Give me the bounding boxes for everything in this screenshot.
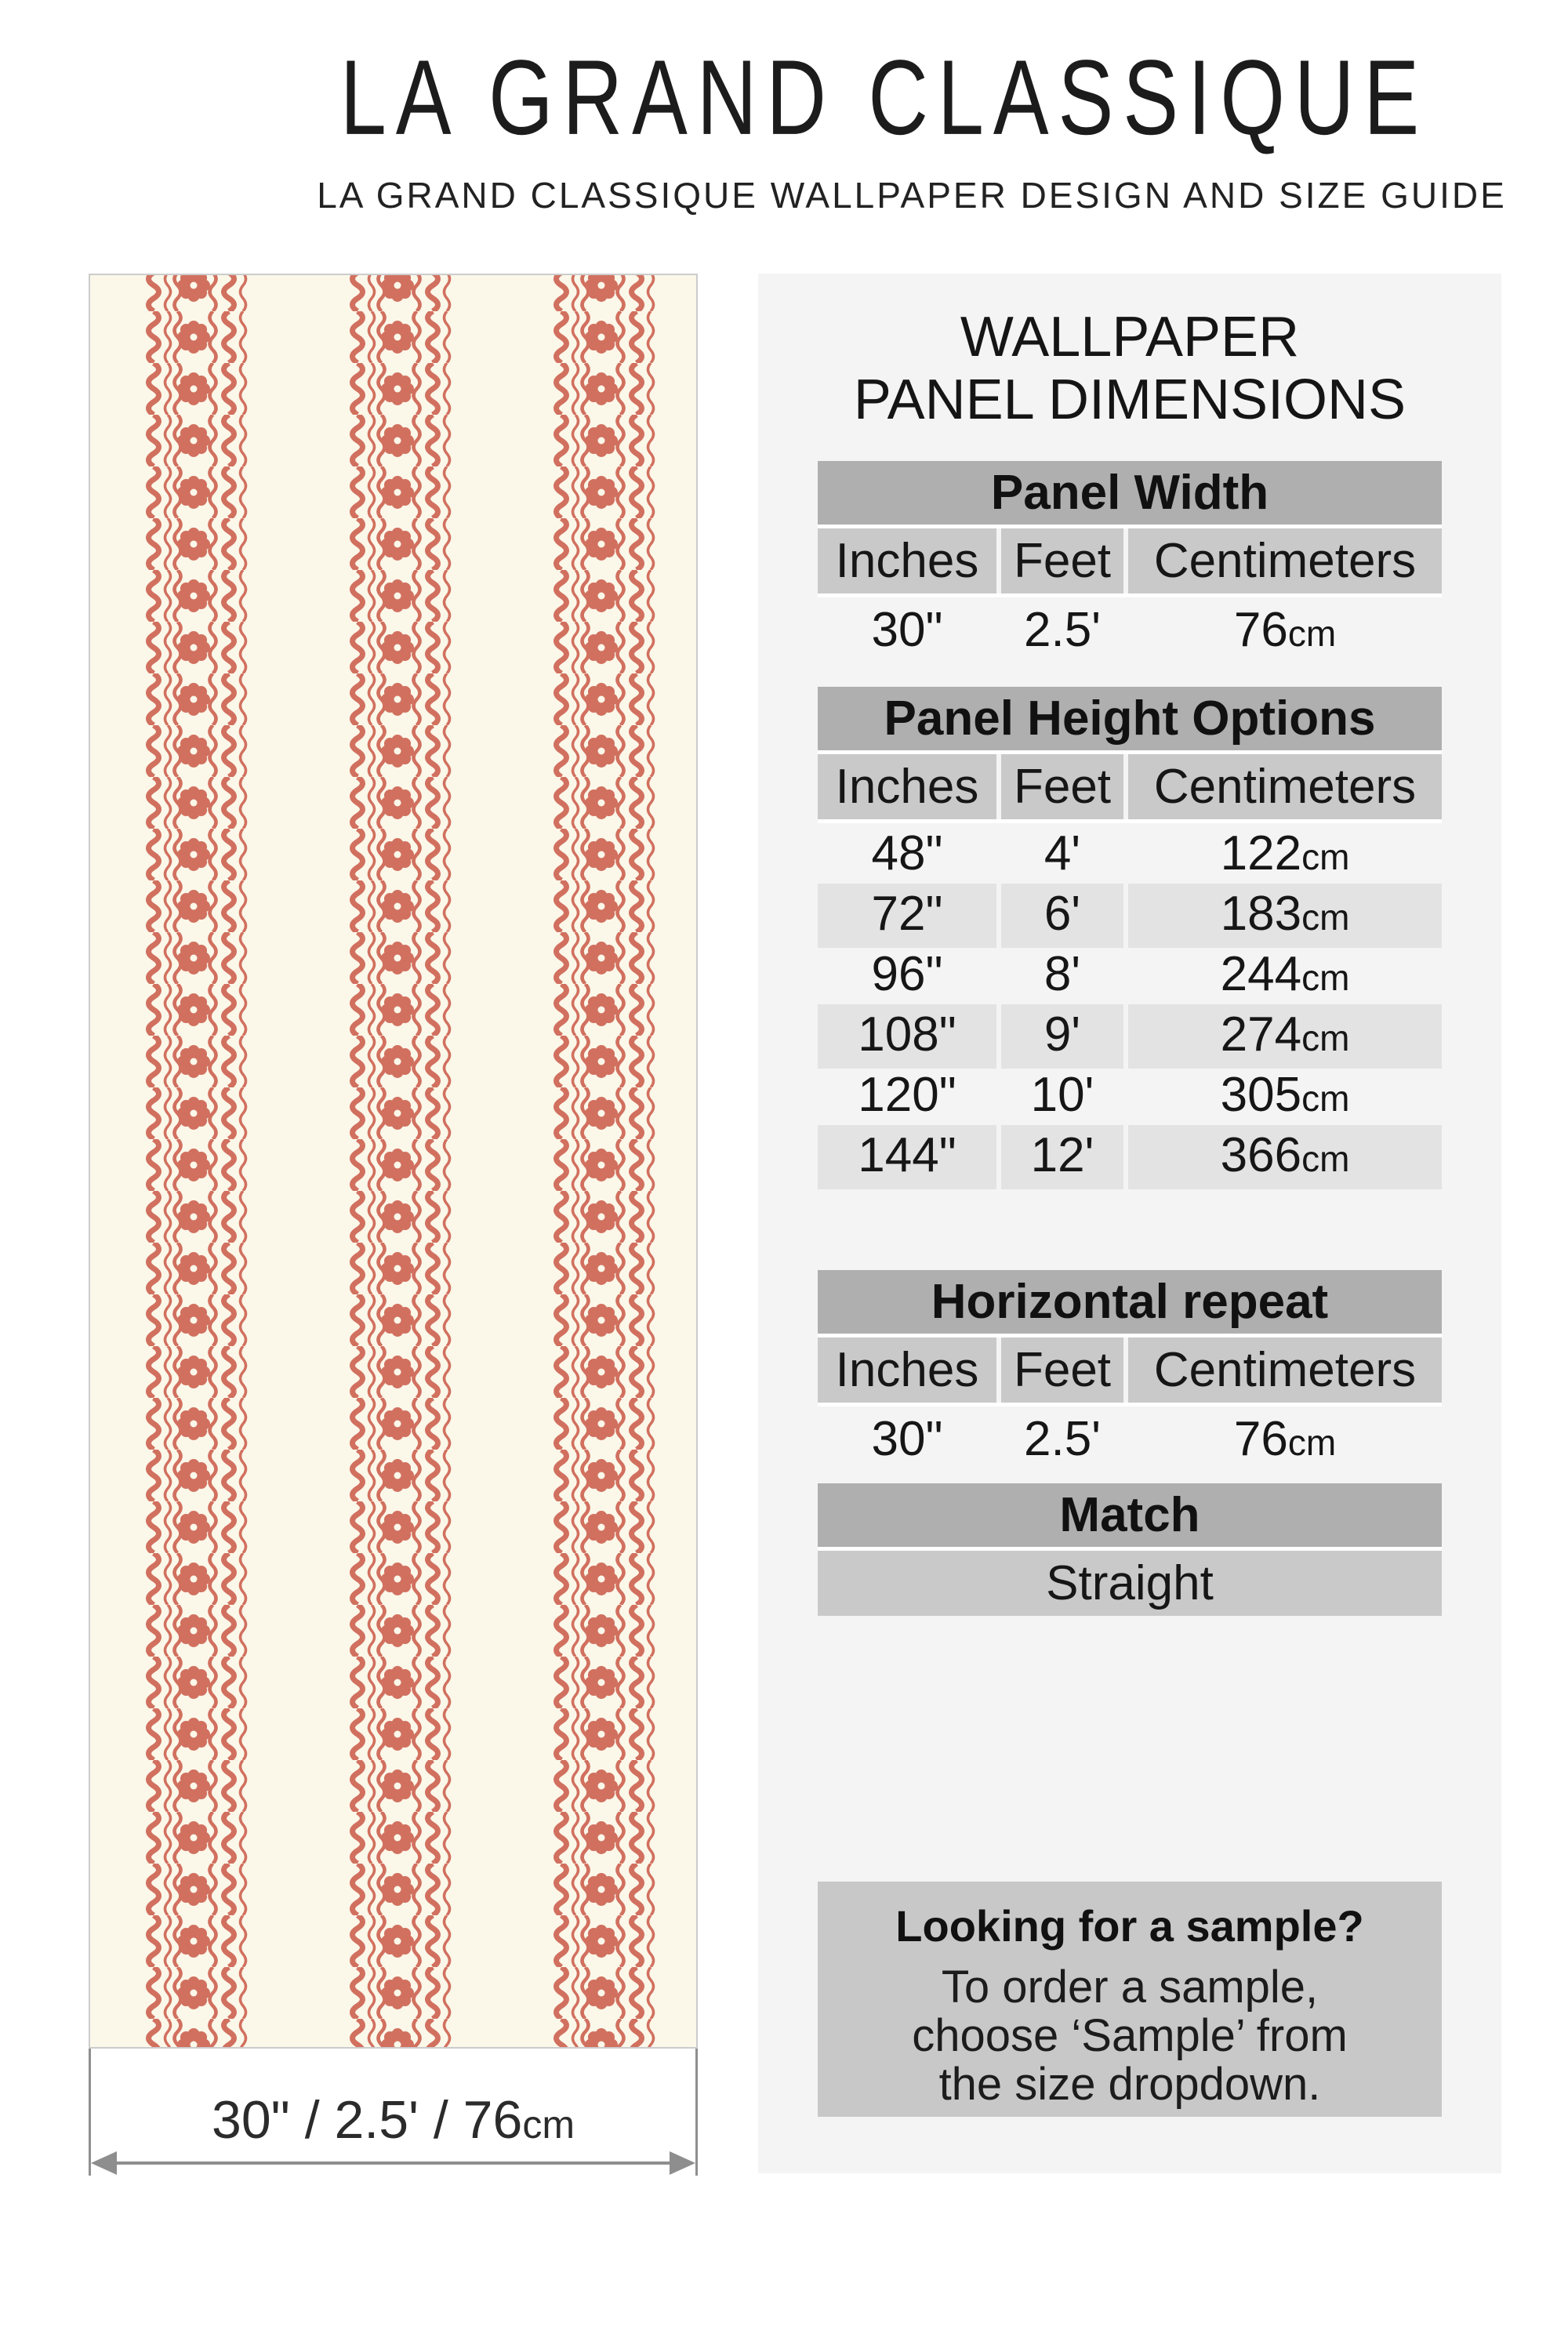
column-heading	[818, 306, 1442, 431]
horizontal-repeat-table-title: Horizontal repeat	[818, 1270, 1442, 1338]
feet-value: 4'	[1044, 826, 1081, 880]
panel-pattern-fill	[90, 275, 696, 2047]
table-row	[818, 597, 1442, 662]
wallpaper-panel-preview	[89, 274, 698, 2049]
column-header-centimeters: Centimeters	[1128, 528, 1442, 593]
horizontal-repeat-table	[818, 1270, 1442, 1472]
cm-unit: cm	[1301, 837, 1350, 877]
cm-number: 76	[1233, 1412, 1288, 1466]
dimension-label-unit: cm	[522, 2103, 575, 2147]
cm-unit: cm	[1301, 897, 1350, 938]
panel-height-table-title: Panel Height Options	[818, 687, 1442, 754]
inches-value: 108"	[818, 1004, 996, 1069]
centimeters-value	[1128, 944, 1442, 1008]
feet-value: 10'	[1030, 1068, 1094, 1122]
inches-value: 48"	[871, 826, 943, 880]
sample-box-line: choose ‘Sample’ from	[912, 2010, 1348, 2061]
feet-value: 9'	[1001, 1004, 1123, 1069]
column-header-inches: Inches	[818, 1338, 996, 1403]
centimeters-value	[1128, 1065, 1442, 1129]
table-row	[818, 1125, 1442, 1185]
match-table-title: Match	[818, 1483, 1442, 1551]
column-header-inches: Inches	[818, 754, 996, 819]
cm-unit: cm	[1301, 1138, 1350, 1179]
dimension-label-value: 30" / 2.5' / 76	[212, 2090, 523, 2150]
feet-value: 6'	[1001, 884, 1123, 948]
panel-height-column-headers	[818, 754, 1442, 823]
table-row	[818, 1065, 1442, 1125]
inches-value: 30"	[871, 603, 943, 657]
column-heading-line1: WALLPAPER	[960, 306, 1300, 368]
cm-unit: cm	[1287, 1422, 1337, 1463]
centimeters-value	[1128, 823, 1442, 887]
cm-number: 244	[1220, 947, 1302, 1001]
inches-value: 120"	[858, 1068, 956, 1122]
table-row	[818, 1004, 1442, 1065]
table-row	[818, 884, 1442, 944]
centimeters-value	[1128, 884, 1442, 948]
cm-number: 274	[1220, 1007, 1302, 1062]
wallpaper-pattern-image	[90, 275, 696, 2047]
sample-box-title: Looking for a sample?	[895, 1901, 1364, 1951]
sample-info-box	[818, 1882, 1442, 2117]
cm-number: 305	[1220, 1068, 1302, 1122]
match-value: Straight	[818, 1551, 1442, 1616]
centimeters-value	[1128, 1406, 1442, 1475]
brand-title: LA GRAND CLASSIQUE	[339, 38, 1429, 158]
feet-value: 2.5'	[1023, 603, 1102, 657]
cm-number: 76	[1233, 603, 1288, 657]
arrowhead-right-icon	[670, 2151, 695, 2175]
cm-unit: cm	[1301, 1018, 1350, 1058]
column-header-inches: Inches	[818, 528, 996, 593]
feet-value: 12'	[1001, 1125, 1123, 1189]
arrowhead-left-icon	[91, 2151, 117, 2175]
cm-unit: cm	[1301, 957, 1350, 998]
dimensions-info-column	[758, 274, 1501, 2173]
cm-number: 183	[1220, 887, 1302, 941]
width-dimension-arrow	[89, 2150, 698, 2176]
inches-value: 144"	[818, 1125, 996, 1189]
column-header-feet: Feet	[1001, 1338, 1123, 1403]
panel-width-column-headers	[818, 528, 1442, 597]
centimeters-value	[1128, 1004, 1442, 1069]
table-row	[818, 1406, 1442, 1472]
column-heading-line2: PANEL DIMENSIONS	[853, 368, 1406, 431]
centimeters-value	[1128, 1125, 1442, 1189]
column-header-feet: Feet	[1001, 754, 1123, 819]
cm-number: 122	[1220, 826, 1302, 880]
sample-box-line: To order a sample,	[941, 1962, 1319, 2013]
horizontal-repeat-column-headers	[818, 1338, 1442, 1406]
table-row	[818, 944, 1442, 1004]
column-header-centimeters: Centimeters	[1128, 1338, 1442, 1403]
inches-value: 96"	[871, 947, 943, 1001]
column-header-feet: Feet	[1001, 528, 1123, 593]
centimeters-value	[1128, 597, 1442, 666]
cm-unit: cm	[1287, 613, 1337, 654]
column-header-centimeters: Centimeters	[1128, 754, 1442, 819]
feet-value: 2.5'	[1023, 1412, 1102, 1466]
sample-box-line: the size dropdown.	[938, 2059, 1321, 2110]
feet-value: 8'	[1044, 947, 1081, 1001]
inches-value: 30"	[871, 1412, 943, 1466]
cm-number: 366	[1220, 1128, 1302, 1182]
match-table	[818, 1483, 1442, 1616]
panel-width-table	[818, 461, 1442, 662]
panel-width-dimension-label	[89, 2092, 698, 2153]
cm-unit: cm	[1301, 1078, 1350, 1119]
table-row	[818, 823, 1442, 884]
inches-value: 72"	[818, 884, 996, 948]
panel-width-table-title: Panel Width	[818, 461, 1442, 528]
page-subtitle: LA GRAND CLASSIQUE WALLPAPER DESIGN AND SIZE GUIDE	[317, 175, 1507, 216]
panel-height-table	[818, 687, 1442, 1185]
